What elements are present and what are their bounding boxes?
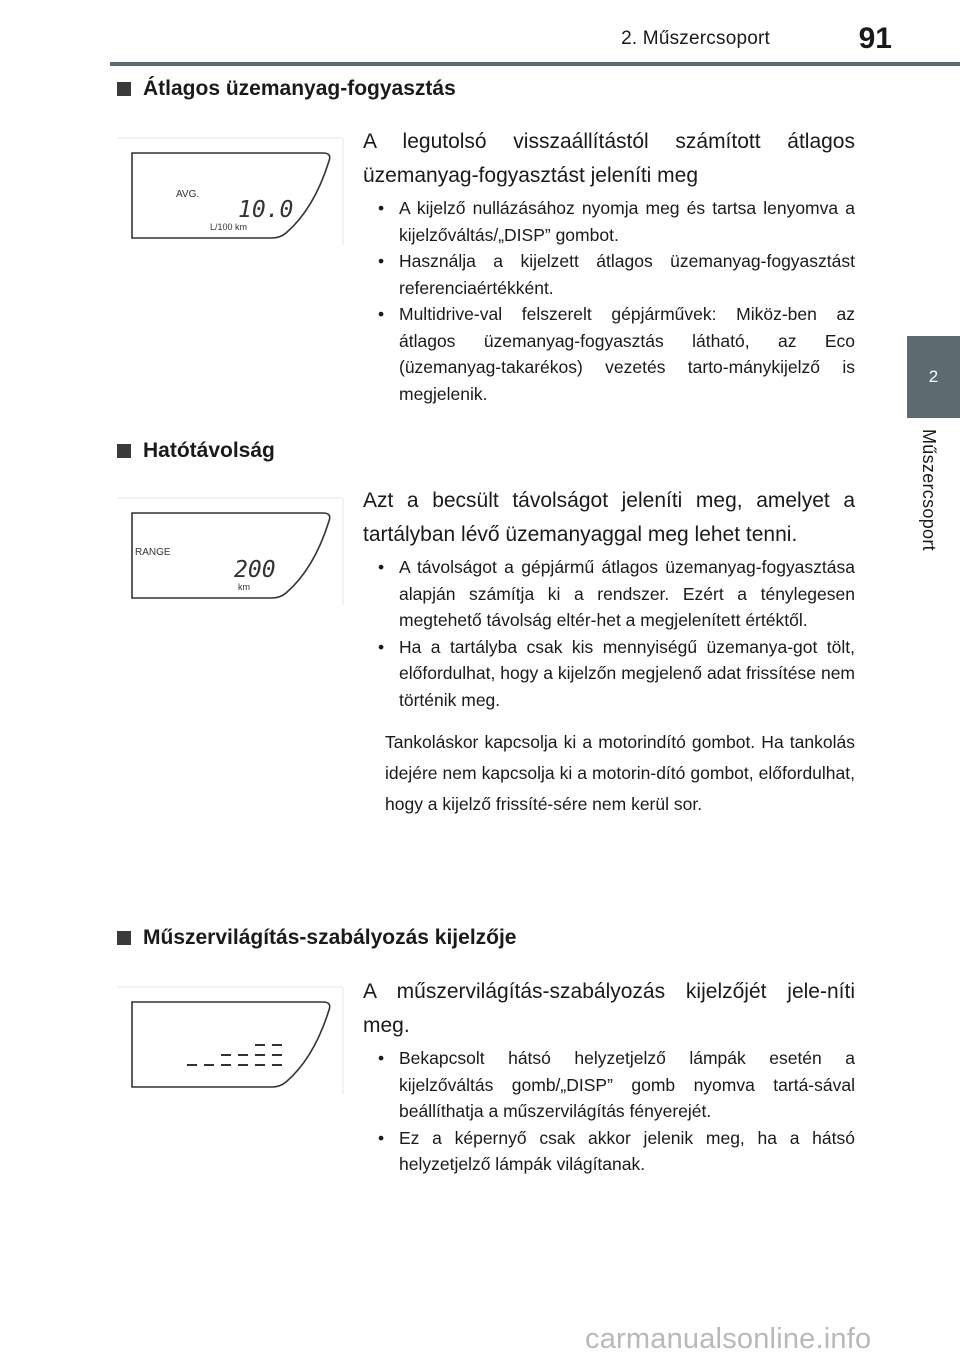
bullet-list bbox=[363, 554, 855, 713]
page-number: 91 bbox=[858, 22, 892, 55]
square-bullet-icon bbox=[117, 931, 131, 945]
display-unit-text: km bbox=[238, 582, 250, 592]
bullet-list bbox=[363, 195, 855, 407]
section-lead-text: Azt a becsült távolságot jeleníti meg, amelyet a tartályban lévő üzemanyaggal meg lehet tenni. bbox=[363, 489, 855, 546]
illumination-display-illustration bbox=[118, 986, 344, 1096]
section-lead-text: A legutolsó visszaállítástól számított átlagos üzemanyag-fogyasztást jeleníti meg bbox=[363, 130, 855, 187]
range-display-illustration bbox=[118, 497, 344, 607]
chapter-tab-label: Műszercsoport bbox=[919, 429, 939, 551]
display-unit-text: L/100 km bbox=[210, 222, 248, 232]
section-heading-text: Hatótávolság bbox=[143, 439, 275, 462]
square-bullet-icon bbox=[117, 444, 131, 458]
chapter-tab-number: 2 bbox=[928, 367, 939, 386]
footer-watermark-url: carmanualsonline.info bbox=[585, 1323, 872, 1355]
display-value-text: 200 bbox=[234, 557, 276, 583]
section-heading-text: Műszervilágítás-szabályozás kijelzője bbox=[143, 926, 517, 949]
section-heading-text: Átlagos üzemanyag-fogyasztás bbox=[143, 77, 456, 100]
section-heading-range bbox=[117, 439, 275, 463]
list-item: • Használja a kijelzett átlagos üzemanyag-fogyasztást referenciaértékként. bbox=[378, 251, 855, 298]
list-item: • Multidrive-val felszerelt gépjárművek: Miköz-ben az átlagos üzemanyag-fogyasztás látható, az Eco (üzemanyag-takarékos) vezetés tarto-mánykijelző is megjelenik. bbox=[378, 304, 855, 404]
list-item: • Ha a tartályba csak kis mennyiségű üzemanya-got tölt, előfordulhat, hogy a kijelzőn megjelenő adat frissítése nem történik meg. bbox=[378, 636, 855, 710]
display-label-text: AVG. bbox=[176, 189, 200, 200]
list-item: • A távolságot a gépjármű átlagos üzemanyag-fogyasztása alapján számítja ki a rendszer. Ezért a ténylegesen megtehető távolság eltér-het a megjelenített értéktől. bbox=[378, 557, 855, 630]
list-item: • Ez a képernyő csak akkor jelenik meg, ha a hátsó helyzetjelző lámpák világítanak. bbox=[378, 1127, 855, 1174]
display-value-text: 10.0 bbox=[238, 197, 294, 223]
section-heading-illumination bbox=[117, 926, 517, 950]
section-lead-text: A műszervilágítás-szabályozás kijelzőjét jele-níti meg. bbox=[363, 980, 855, 1037]
section-range-body bbox=[363, 484, 855, 820]
list-item: • Bekapcsolt hátsó helyzetjelző lámpák esetén a kijelzőváltás gomb/„DISP” gomb nyomva tartá-sával beállíthatja a műszervilágítás fényerejét. bbox=[378, 1048, 855, 1121]
chapter-tab bbox=[907, 336, 960, 418]
square-bullet-icon bbox=[117, 82, 131, 96]
display-label-text: RANGE bbox=[135, 547, 171, 558]
section-heading-avg-fuel bbox=[117, 77, 456, 101]
section-note-text: Tankoláskor kapcsolja ki a motorindító gombot. Ha tankolás idejére nem kapcsolja ki a motorin-dító gombot, előfordulhat, hogy a kijelző frissíté-sére nem kerül sor. bbox=[385, 732, 855, 814]
list-item: • A kijelző nullázásához nyomja meg és tartsa lenyomva a kijelzőváltás/„DISP” gombot. bbox=[378, 198, 855, 245]
section-avg-fuel-body bbox=[363, 125, 855, 407]
running-header-section: 2. Műszercsoport bbox=[621, 28, 770, 49]
header-rule bbox=[110, 62, 960, 66]
bullet-list bbox=[363, 1045, 855, 1178]
avg-fuel-display-illustration bbox=[118, 137, 344, 247]
brightness-level-segments bbox=[187, 1045, 282, 1065]
section-illumination-body bbox=[363, 975, 855, 1178]
